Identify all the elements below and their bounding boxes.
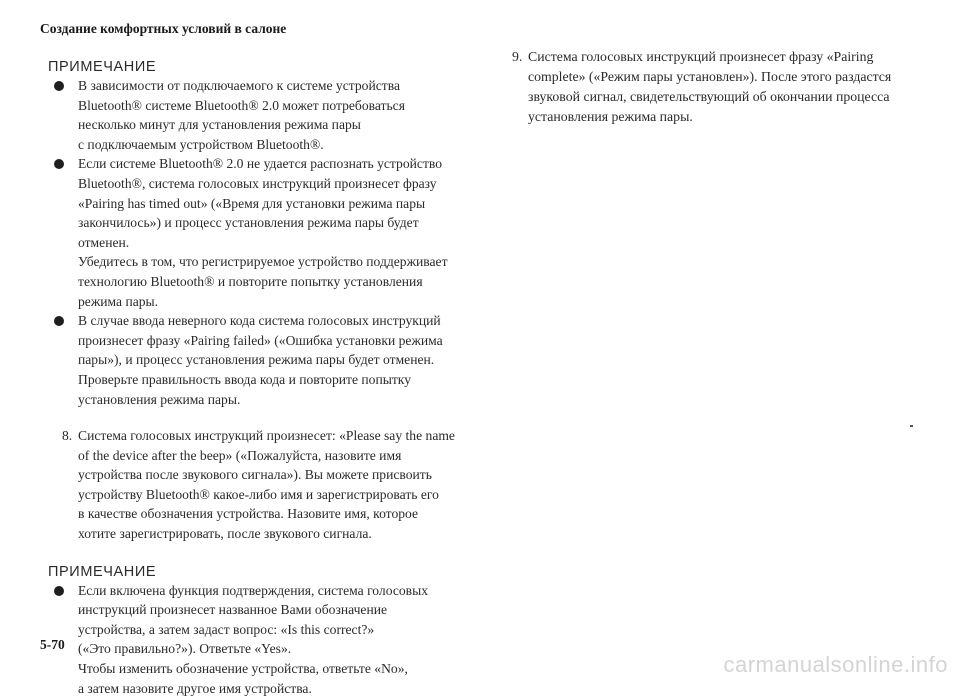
text-line: звуковой сигнал, свидетельствующий об окончании процесса xyxy=(528,89,890,104)
text-line: технологию Bluetooth® и повторите попытку установления xyxy=(78,273,423,289)
text-line: в качестве обозначения устройства. Назовите имя, которое xyxy=(78,506,419,522)
text-line: Bluetooth® системе Bluetooth® 2.0 может потребоваться xyxy=(78,97,405,113)
text-line: с подключаемым устройством Bluetooth®. xyxy=(78,136,324,152)
note-paragraph xyxy=(48,252,468,311)
spacer xyxy=(48,409,468,426)
scan-mark xyxy=(910,425,913,427)
note-bullet xyxy=(48,581,468,698)
left-column xyxy=(48,58,468,698)
note-heading: ПРИМЕЧАНИЕ xyxy=(48,563,157,580)
text-line: Bluetooth®, система голосовых инструкций произнесет фразу xyxy=(78,175,437,191)
text-line: устройства после звукового сигнала»). Вы можете присвоить xyxy=(78,467,432,483)
note-bullet xyxy=(48,311,468,409)
text-line: В зависимости от подключаемого к системе устройства xyxy=(78,78,400,93)
text-line: Чтобы изменить обозначение устройства, ответьте «No», xyxy=(78,661,408,677)
text-line: отменен. xyxy=(78,234,130,250)
text-line: хотите зарегистрировать, после звукового сигнала. xyxy=(78,526,372,542)
bullet-icon xyxy=(54,586,64,596)
text-line: установления режима пары. xyxy=(78,391,241,407)
text-line: Убедитесь в том, что регистрируемое устройство поддерживает xyxy=(78,254,448,270)
step-9 xyxy=(512,47,922,127)
text-line: а затем назовите другое имя устройства. xyxy=(78,680,312,696)
text-line: пары»), и процесс установления режима пары будет отменен. xyxy=(78,352,435,368)
bullet-icon xyxy=(54,159,64,169)
spacer xyxy=(48,544,468,563)
text-line: complete» («Режим пары установлен»). После этого раздастся xyxy=(528,69,892,84)
note-bullet xyxy=(48,154,468,252)
text-line: закончилось») и процесс установления режима пары будет xyxy=(78,215,419,231)
bullet-icon xyxy=(54,81,64,91)
text-line: установления режима пары. xyxy=(528,109,693,124)
text-line: устройству Bluetooth® какое-либо имя и зарегистрировать его xyxy=(78,486,439,502)
text-line: Система голосовых инструкций произнесет: «Please say the name xyxy=(78,428,455,444)
step-8 xyxy=(62,426,468,544)
step-number: 8. xyxy=(62,428,73,444)
bullet-icon xyxy=(54,316,64,326)
text-line: несколько минут для установления режима пары xyxy=(78,117,361,133)
step-number: 9. xyxy=(512,49,523,64)
text-line: («Это правильно?»). Ответьте «Yes». xyxy=(78,641,292,657)
text-line: Если включена функция подтверждения, система голосовых xyxy=(78,582,429,598)
text-line: устройства, а затем задаст вопрос: «Is this correct?» xyxy=(78,621,375,637)
right-column xyxy=(512,47,922,127)
text-line: of the device after the beep» («Пожалуйста, назовите имя xyxy=(78,447,402,463)
text-line: режима пары. xyxy=(78,293,159,309)
text-line: Проверьте правильность ввода кода и повторите попытку xyxy=(78,371,412,387)
note-heading: ПРИМЕЧАНИЕ xyxy=(48,59,157,75)
section-header: Создание комфортных условий в салоне xyxy=(40,21,287,36)
text-line: Если системе Bluetooth® 2.0 не удается распознать устройство xyxy=(78,156,443,172)
text-line: произнесет фразу «Pairing failed» («Ошибка установки режима xyxy=(78,332,443,348)
note-bullet xyxy=(48,76,468,154)
page-number: 5-70 xyxy=(40,637,65,652)
text-line: инструкций произнесет названное Вами обозначение xyxy=(78,602,388,618)
text-line: «Pairing has timed out» («Время для установки режима пары xyxy=(78,195,426,211)
text-line: В случае ввода неверного кода система голосовых инструкций xyxy=(78,313,441,329)
text-line: Система голосовых инструкций произнесет фразу «Pairing xyxy=(528,49,874,64)
watermark: carmanualsonline.info xyxy=(723,652,948,677)
